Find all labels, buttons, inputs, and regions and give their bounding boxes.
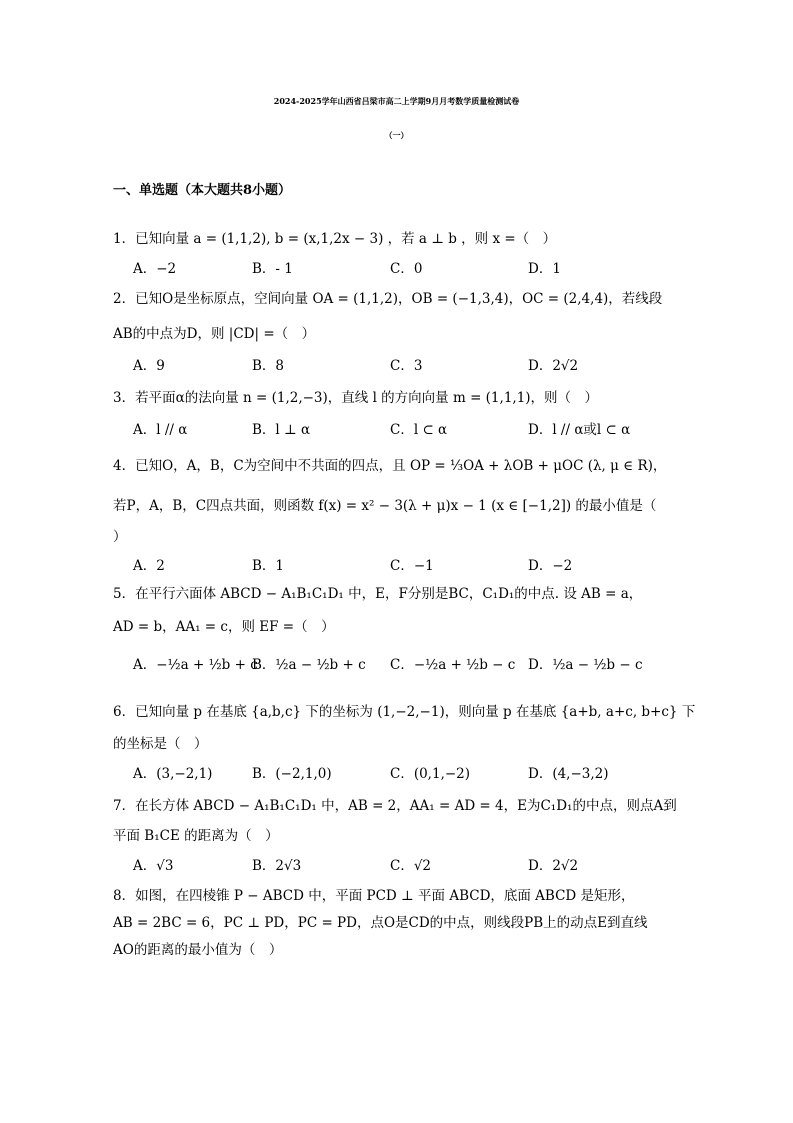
question-6-option-c: C．(0,1,−2) [390, 766, 471, 782]
question-7-stem-line1: 7．在长方体 ABCD − A₁B₁C₁D₁ 中，AB = 2，AA₁ = AD = 4，E为C₁D₁的中点，则点A到 [113, 798, 677, 814]
question-8-stem-line3: AO的距离的最小值为（ ） [113, 942, 283, 958]
question-6-option-b: B．(−2,1,0) [252, 766, 332, 782]
question-4-stem-line1: 4．已知O，A，B，C为空间中不共面的四点，且 OP = ⅓OA + λOB + μOC (λ, μ ∈ R)， [113, 458, 667, 474]
question-4-option-a: A．2 [133, 558, 165, 574]
question-4-option-b: B．1 [252, 558, 285, 574]
question-1-stem: 1．已知向量 a = (1,1,2), b = (x,1,2x − 3) ，若 a ⊥ b ，则 x =（ ） [113, 231, 557, 247]
question-5-option-c: C．−½a + ½b − c [390, 657, 516, 673]
question-4-stem-line3: ） [113, 529, 127, 545]
question-7-stem-line2: 平面 B₁CE 的距离为（ ） [113, 828, 279, 844]
question-6-option-d: D．(4,−3,2) [528, 766, 609, 782]
exam-title-line2: （一） [384, 130, 409, 140]
question-2-stem-line1: 2．已知O是坐标原点，空间向量 OA = (1,1,2)，OB = (−1,3,4)，OC = (2,4,4)，若线段 [113, 291, 663, 307]
question-2-option-d: D．2√2 [528, 358, 579, 374]
question-3-option-b: B．l ⊥ α [252, 422, 311, 438]
question-8-stem-line2: AB = 2BC = 6，PC ⊥ PD，PC = PD，点O是CD的中点，则线段PB上的动点E到直线 [113, 915, 648, 931]
section-heading: 一、单选题（本大题共8小题） [113, 183, 292, 198]
question-3-option-a: A．l // α [133, 422, 188, 438]
question-5-stem-line1: 5．在平行六面体 ABCD − A₁B₁C₁D₁ 中，E，F分别是BC，C₁D₁的中点. 设 AB = a， [113, 586, 643, 602]
question-5-stem-line2: AD = b，AA₁ = c，则 EF =（ ） [113, 619, 335, 635]
question-4-option-c: C．−1 [390, 558, 434, 574]
question-7-option-d: D．2√2 [528, 858, 579, 874]
question-6-option-a: A．(3,−2,1) [133, 766, 213, 782]
question-6-stem-line1: 6．已知向量 p 在基底 {a,b,c} 下的坐标为 (1,−2,−1)，则向量 p 在基底 {a+b, a+c, b+c} 下 [113, 704, 696, 720]
question-4-stem-line2: 若P，A，B，C四点共面，则函数 f(x) = x² − 3(λ + μ)x − 1 (x ∈ [−1,2]) 的最小值是（ [113, 498, 657, 514]
question-6-stem-line2: 的坐标是（ ） [113, 736, 208, 752]
question-5-option-a: A．−½a + ½b + c [133, 657, 258, 673]
question-5-option-d: D．½a − ½b − c [528, 657, 643, 673]
question-7-option-c: C．√2 [390, 858, 432, 874]
question-1-option-c: C．0 [390, 261, 423, 277]
question-2-option-b: B．8 [252, 358, 285, 374]
question-7-option-a: A．√3 [133, 858, 174, 874]
question-1-option-d: D．1 [528, 261, 561, 277]
question-3-option-c: C．l ⊂ α [390, 422, 448, 438]
question-7-option-b: B．2√3 [252, 858, 302, 874]
question-1-option-a: A．−2 [133, 261, 177, 277]
question-2-option-a: A．9 [133, 358, 165, 374]
question-8-stem-line1: 8．如图，在四棱锥 P − ABCD 中，平面 PCD ⊥ 平面 ABCD，底面 ABCD 是矩形， [113, 888, 635, 904]
question-5-option-b: B．½a − ½b + c [252, 657, 366, 673]
exam-title-line1: 2024-2025学年山西省吕梁市高二上学期9月月考数学质量检测试卷 [273, 96, 520, 106]
question-2-option-c: C．3 [390, 358, 423, 374]
question-3-option-d: D．l // α或l ⊂ α [528, 422, 631, 438]
question-2-stem-line2: AB的中点为D，则 |CD| =（ ） [113, 326, 316, 342]
question-1-option-b: B．- 1 [252, 261, 293, 277]
question-3-stem: 3．若平面α的法向量 n = (1,2,−3)，直线 l 的方向向量 m = (1,1,1)，则（ ） [113, 390, 599, 406]
question-4-option-d: D．−2 [528, 558, 573, 574]
